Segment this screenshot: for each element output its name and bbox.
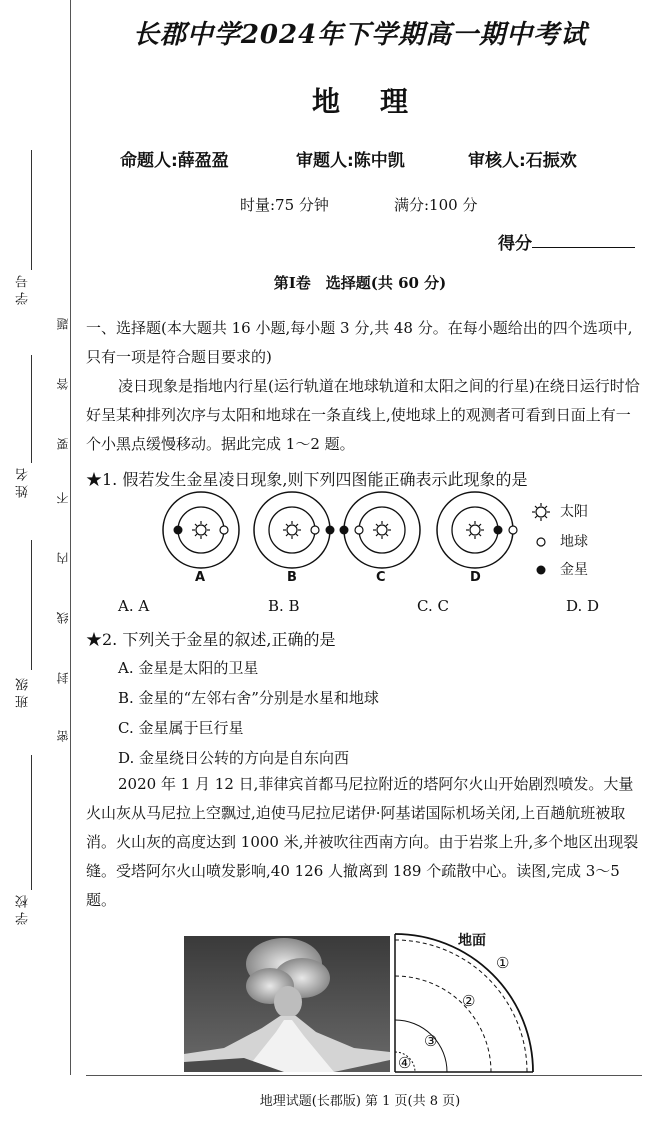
q1-option-d[interactable]: D. D (566, 597, 600, 615)
binding-line (70, 0, 71, 1075)
layer-4-label: ④ (398, 1054, 412, 1072)
legend-earth-label: 地球 (560, 534, 588, 550)
seal-char: 题 (56, 318, 70, 330)
passage-transit: 凌日现象是指地内行星(运行轨道在地球轨道和太阳之间的行星)在绕日运行时恰好呈某种排列次序与太阳和地球在一条直线上,使地球上的观测者可看到日面上有一个小黑点缓慢移动。据此完成 1～2 题。 (86, 377, 640, 453)
question-1-stem: ★1. 假若发生金星凌日现象,则下列四图能正确表示此现象的是 (86, 470, 528, 489)
question-2-stem: ★2. 下列关于金星的叙述,正确的是 (86, 630, 336, 649)
seal-char: 要 (56, 438, 70, 450)
diagram-d (437, 492, 517, 568)
score-blank[interactable] (532, 247, 635, 248)
section-title: 第Ⅰ卷 选择题(共 60 分) (273, 274, 447, 292)
q1-option-b[interactable]: B. B (268, 597, 300, 615)
legend-venus-label: 金星 (560, 562, 588, 578)
diagram-c (340, 492, 421, 568)
legend-earth-icon (537, 538, 545, 546)
full-score: 满分:100 分 (394, 196, 478, 214)
school-blank (31, 755, 32, 890)
q1-option-a[interactable]: A. A (118, 597, 150, 615)
layer-1-label: ① (496, 954, 510, 972)
diagram-label-d: D (470, 570, 481, 585)
name-label: 姓 名 (16, 468, 31, 499)
diagram-label-a: A (195, 570, 206, 585)
seal-char: 线 (56, 612, 70, 624)
class-label: 班 级 (16, 678, 31, 709)
score-label: 得分 (498, 234, 532, 254)
seal-char: 内 (56, 552, 70, 564)
subject-title: 地理 (311, 85, 448, 118)
layer-3-label: ③ (424, 1032, 438, 1050)
diagram-b (254, 492, 335, 568)
diagram-label-b: B (287, 570, 297, 585)
q2-option-a[interactable]: A. 金星是太阳的卫星 (118, 659, 259, 677)
page-footer: 地理试题(长郡版) 第 1 页(共 8 页) (259, 1094, 461, 1109)
surface-label: 地面 (458, 933, 486, 949)
time-limit: 时量:75 分钟 (240, 196, 329, 214)
student-id-blank (31, 150, 32, 270)
seal-char: 封 (56, 672, 70, 684)
diagram-label-c: C (376, 570, 386, 585)
section-instructions: 一、选择题(本大题共 16 小题,每小题 3 分,共 48 分。在每小题给出的四个选项中,只有一项是符合题目要求的) (86, 319, 633, 366)
student-id-label: 学 号 (16, 275, 31, 306)
volcano-eruption-image (184, 936, 390, 1072)
school-label: 学 校 (16, 895, 31, 926)
seal-char: 不 (56, 492, 70, 504)
transit-diagrams (150, 490, 630, 590)
legend-venus-icon (537, 566, 546, 575)
name-blank (31, 355, 32, 463)
passage-volcano: 2020 年 1 月 12 日,菲律宾首都马尼拉附近的塔阿尔火山开始剧烈喷发。大量火山灰从马尼拉上空飘过,迫使马尼拉尼诺伊·阿基诺国际机场关闭,上百趟航班被取消。火山灰的高度达到 1000 米,并被吹往西南方向。由于岩浆上升,多个地区出现裂缝。受塔阿尔火山喷发影响,40 126 人撤离到 189 个疏散中心。读图,完成 3～5 题。 (86, 775, 639, 909)
footer-rule (86, 1075, 642, 1076)
question-setter: 命题人:薛盈盈 (120, 151, 229, 171)
legend-sun-icon (532, 503, 550, 521)
class-blank (31, 540, 32, 670)
layer-2-label: ② (462, 992, 476, 1010)
q2-option-b[interactable]: B. 金星的“左邻右舍”分别是水星和地球 (118, 689, 379, 707)
seal-char: 答 (56, 378, 70, 390)
diagram-a (163, 492, 239, 568)
q1-option-c[interactable]: C. C (417, 597, 449, 615)
exam-title: 长郡中学2024年下学期高一期中考试 (132, 20, 588, 50)
question-reviewer: 审题人:陈中凯 (296, 151, 405, 171)
q2-option-d[interactable]: D. 金星绕日公转的方向是自东向西 (118, 749, 350, 767)
seal-char: 密 (56, 730, 70, 742)
q2-option-c[interactable]: C. 金星属于巨行星 (118, 719, 244, 737)
legend-sun-label: 太阳 (560, 504, 588, 520)
question-checker: 审核人:石振欢 (468, 151, 577, 171)
